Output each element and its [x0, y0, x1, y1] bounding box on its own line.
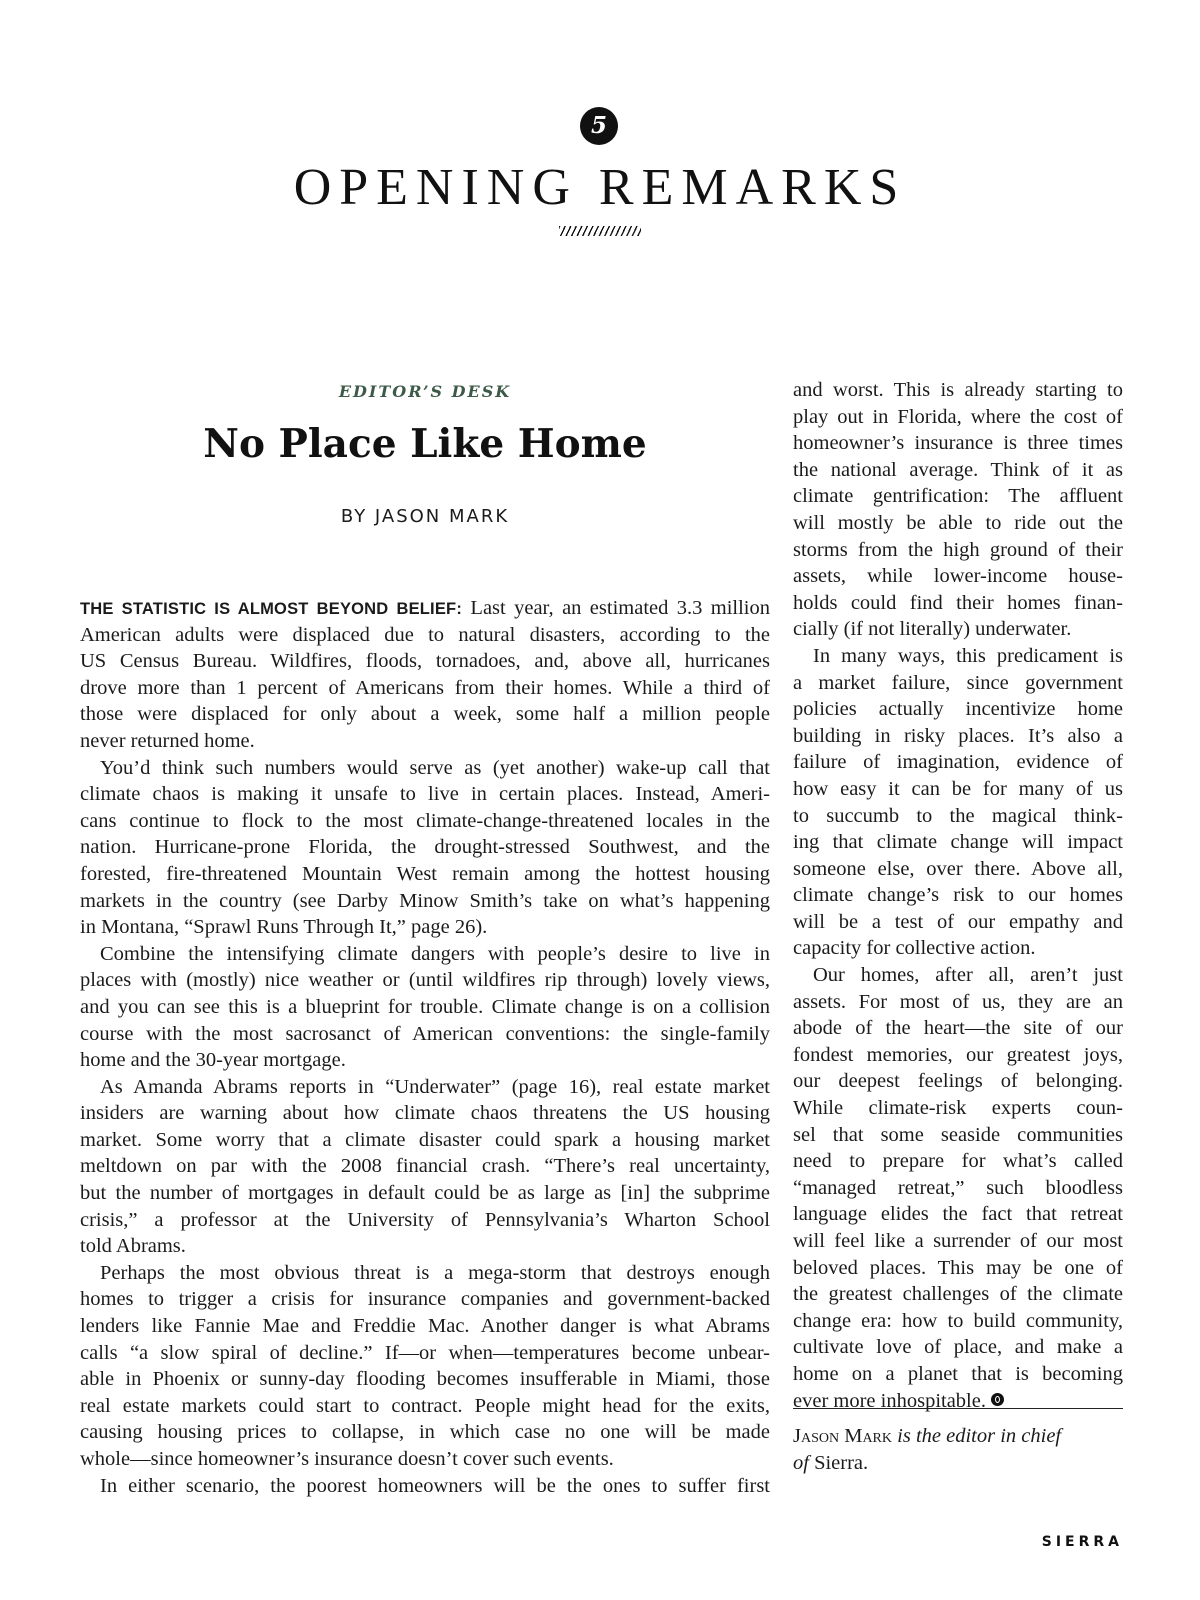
body-line: how easy it can be for many of us	[793, 777, 1123, 800]
column-kicker: EDITOR’S DESK	[338, 382, 512, 401]
body-line: crisis,” a professor at the University of Pennsylvania’s Wharton School	[80, 1208, 770, 1231]
body-line: cans continue to flock to the most climate-change-threatened locales in the	[80, 809, 770, 832]
body-line: meltdown on par with the 2008 financial crash. “There’s real uncertainty,	[80, 1155, 770, 1178]
body-line: will feel like a surrender of our most	[793, 1230, 1123, 1252]
body-line: Perhaps the most obvious threat is a mega-storm that destroys enough	[100, 1261, 770, 1284]
body-line: and you can see this is a blueprint for trouble. Climate change is on a collision	[80, 995, 770, 1018]
sierra-end-mark-icon	[991, 1393, 1004, 1406]
body-line: In many ways, this predicament is	[813, 644, 1123, 667]
body-line: play out in Florida, where the cost of	[793, 405, 1123, 428]
body-line: storms from the high ground of their	[793, 538, 1123, 561]
body-line: assets, while lower-income house-	[793, 565, 1123, 588]
decorative-hatch-rule	[559, 226, 641, 236]
body-line: change era: how to build community,	[793, 1309, 1123, 1332]
body-line: homeowner’s insurance is three times	[793, 432, 1123, 455]
page-number-badge: 5	[580, 107, 618, 145]
body-line: Our homes, after all, aren’t just	[813, 964, 1123, 987]
body-line: to succumb to the magical think-	[793, 804, 1123, 827]
body-line: a market failure, since government	[793, 671, 1123, 694]
body-line: beloved places. This may be one of	[793, 1256, 1123, 1279]
body-line: climate gentrification: The affluent	[793, 485, 1123, 508]
body-line: “managed retreat,” such bloodless	[793, 1176, 1123, 1199]
body-line: language elides the fact that retreat	[793, 1203, 1123, 1226]
body-line: sel that some seaside communities	[793, 1123, 1123, 1146]
body-line: American adults were displaced due to natural disasters, according to the	[80, 623, 770, 646]
body-line: our deepest feelings of belonging.	[793, 1070, 1123, 1093]
bio-author-name: Jason Mark	[793, 1425, 893, 1447]
left-column-body	[80, 595, 770, 1499]
body-line: home and the 30-year mortgage.	[80, 1049, 346, 1072]
body-line: places with (mostly) nice weather or (until wildfires rip through) lovely views,	[80, 969, 770, 992]
body-line: cially (if not literally) underwater.	[793, 618, 1072, 641]
body-line: lenders like Fannie Mae and Freddie Mac. Another danger is what Abrams	[80, 1315, 770, 1338]
body-line: need to prepare for what’s called	[793, 1150, 1123, 1173]
body-line: THE STATISTIC IS ALMOST BEYOND BELIEF: Last year, an estimated 3.3 million	[80, 597, 770, 619]
magazine-folio: SIERRA	[1041, 1534, 1123, 1550]
right-column-body	[793, 377, 1123, 1414]
body-line: fondest memories, our greatest joys,	[793, 1043, 1123, 1066]
bio-line: of Sierra.	[793, 1451, 869, 1474]
body-line: ever more inhospitable.	[793, 1388, 1123, 1415]
body-line: homes to trigger a crisis for insurance companies and government-backed	[80, 1288, 770, 1311]
body-line: calls “a slow spiral of decline.” If—or when—temperatures become unbear-	[80, 1341, 770, 1364]
body-line: whole—since homeowner’s insurance doesn’t cover such events.	[80, 1448, 614, 1470]
body-line: climate chaos is making it unsafe to live in certain places. Instead, Ameri-	[80, 783, 770, 806]
body-line: market. Some worry that a climate disaster could spark a housing market	[80, 1128, 770, 1151]
body-line: cultivate love of place, and make a	[793, 1336, 1123, 1359]
lead-in: THE STATISTIC IS ALMOST BEYOND BELIEF:	[80, 600, 463, 618]
article-headline: No Place Like Home	[203, 421, 647, 467]
body-line: While climate-risk experts coun-	[793, 1097, 1123, 1120]
body-line: but the number of mortgages in default could be as large as [in] the subprime	[80, 1182, 770, 1205]
body-line: forested, fire-threatened Mountain West remain among the hottest housing	[80, 862, 770, 885]
body-line: will be a test of our empathy and	[793, 910, 1123, 933]
body-line: capacity for collective action.	[793, 937, 1036, 960]
body-line: home on a planet that is becoming	[793, 1362, 1123, 1385]
body-line: nation. Hurricane-prone Florida, the drought-stressed Southwest, and the	[80, 836, 770, 859]
bio-divider	[793, 1408, 1123, 1409]
body-line: will mostly be able to ride out the	[793, 511, 1123, 534]
body-line: climate change’s risk to our homes	[793, 884, 1123, 907]
article-byline: BY JASON MARK	[340, 506, 510, 527]
body-line: able in Phoenix or sunny-day flooding becomes insufferable in Miami, those	[80, 1368, 770, 1391]
section-title: OPENING REMARKS	[293, 159, 907, 216]
body-line: policies actually incentivize home	[793, 698, 1123, 721]
bio-line: Jason Mark is the editor in chief	[793, 1425, 1062, 1447]
body-line: in Montana, “Sprawl Runs Through It,” page 26).	[80, 916, 488, 939]
body-line: causing housing prices to collapse, in which case no one will be made	[80, 1421, 770, 1444]
body-line: Combine the intensifying climate dangers with people’s desire to live in	[100, 942, 770, 965]
body-line: assets. For most of us, they are an	[793, 990, 1123, 1013]
body-line: course with the most sacrosanct of American conventions: the single-family	[80, 1022, 770, 1045]
body-line: ing that climate change will impact	[793, 831, 1123, 854]
body-line: In either scenario, the poorest homeowners will be the ones to suffer first	[100, 1474, 770, 1497]
body-line: building in risky places. It’s also a	[793, 724, 1123, 747]
body-line: the greatest challenges of the climate	[793, 1283, 1123, 1306]
body-line: someone else, over there. Above all,	[793, 857, 1123, 880]
body-line: insiders are warning about how climate chaos threatens the US housing	[80, 1102, 770, 1125]
body-line: never returned home.	[80, 729, 255, 752]
body-line: those were displaced for only about a week, some half a million people	[80, 703, 770, 726]
body-line: markets in the country (see Darby Minow Smith’s take on what’s happening	[80, 889, 770, 912]
body-line: You’d think such numbers would serve as (yet another) wake-up call that	[100, 756, 770, 779]
body-line: abode of the heart—the site of our	[793, 1017, 1123, 1040]
author-bio	[793, 1423, 1123, 1476]
body-line: drove more than 1 percent of Americans from their homes. While a third of	[80, 676, 770, 699]
body-line: the national average. Think of it as	[793, 458, 1123, 481]
body-line: failure of imagination, evidence of	[793, 751, 1123, 774]
body-line: US Census Bureau. Wildfires, floods, tornadoes, and, above all, hurricanes	[80, 650, 770, 673]
body-line: As Amanda Abrams reports in “Underwater” (page 16), real estate market	[100, 1075, 770, 1098]
body-line: told Abrams.	[80, 1235, 186, 1258]
body-line: real estate markets could start to contract. People might head for the exits,	[80, 1394, 770, 1417]
body-line: and worst. This is already starting to	[793, 379, 1123, 401]
body-line: holds could find their homes finan-	[793, 591, 1123, 614]
